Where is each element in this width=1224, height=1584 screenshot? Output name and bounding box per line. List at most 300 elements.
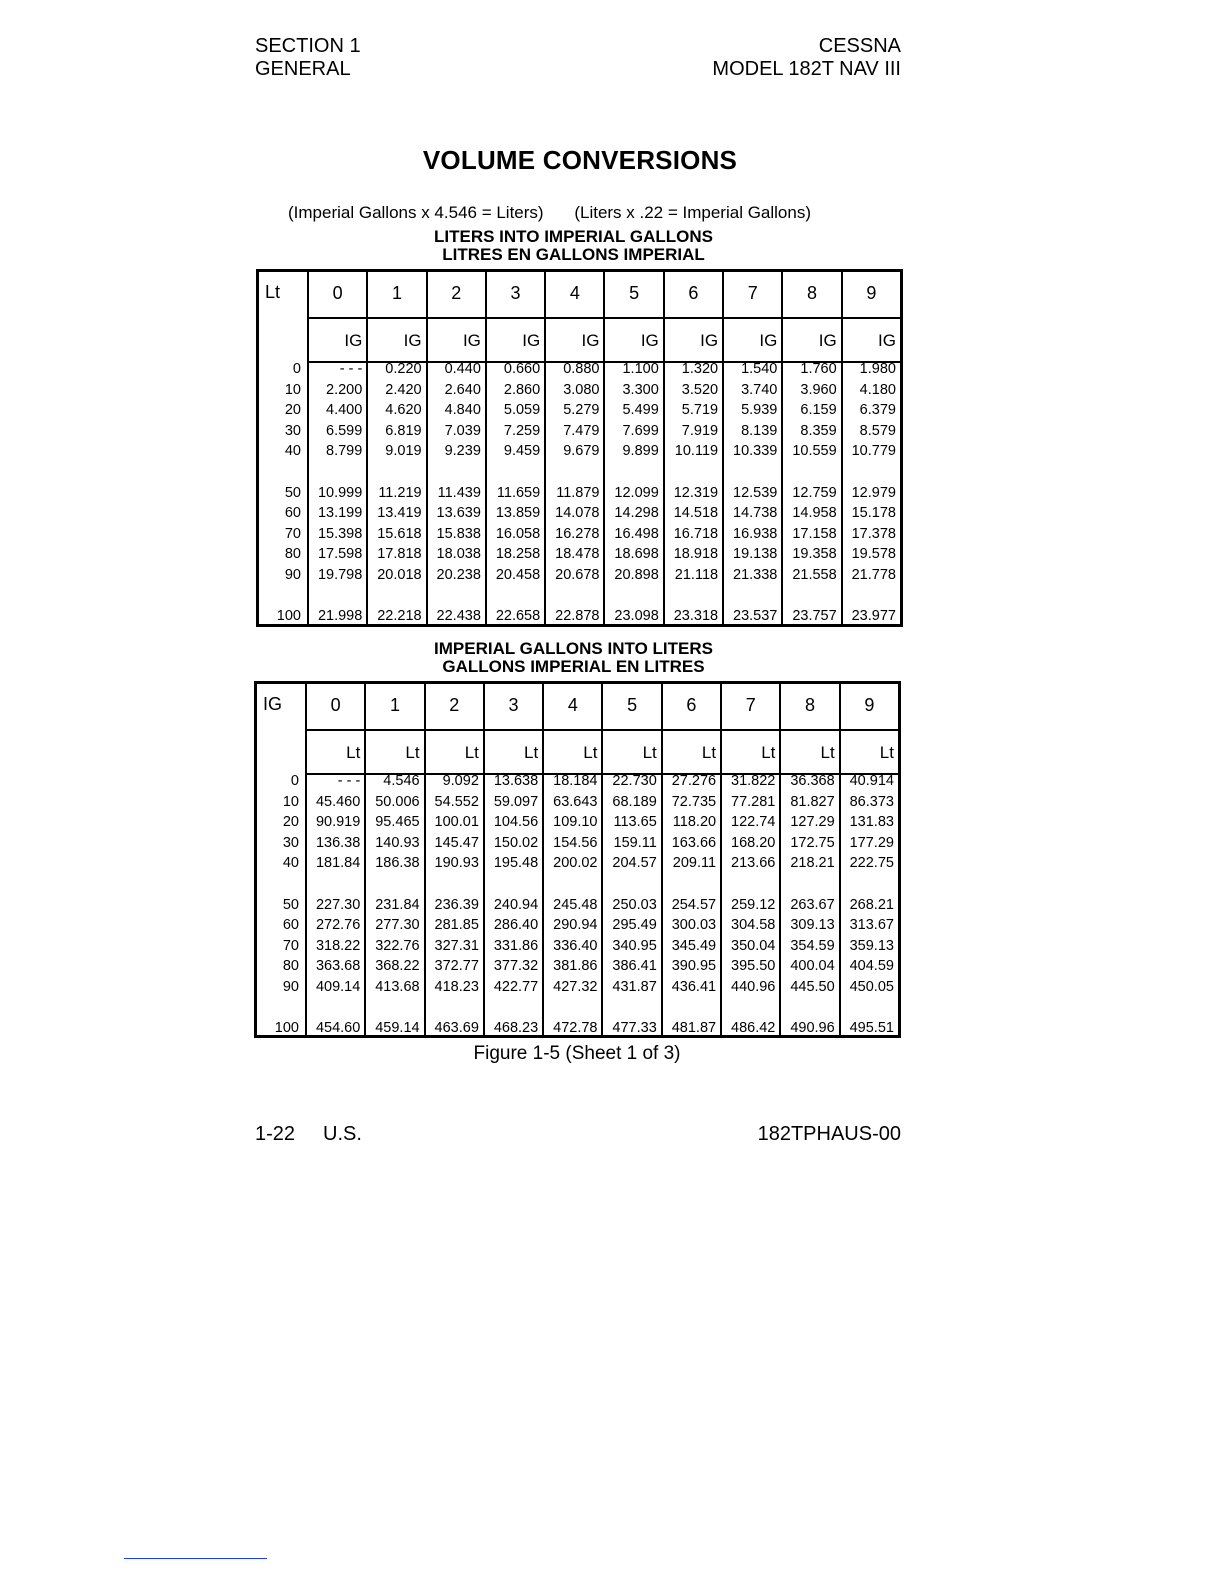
table-cell: 3.080	[563, 381, 600, 398]
row-gap	[259, 462, 307, 483]
table-cell: 14.518	[673, 505, 719, 522]
column-header: 7	[722, 272, 781, 317]
table-cell: 16.278	[555, 525, 600, 542]
table-cell: 122.74	[731, 814, 776, 831]
table-cell: 12.759	[792, 484, 837, 501]
row-unit-header: IG	[263, 694, 283, 714]
table-cell: 372.77	[434, 958, 479, 975]
table-cell: 14.958	[792, 505, 837, 522]
table-cell: 15.838	[436, 525, 481, 542]
table-cell: 3.960	[800, 381, 837, 398]
table-cell: 10.119	[674, 443, 719, 460]
table-cell: 13.639	[436, 505, 481, 522]
chapter-label: GENERAL	[255, 58, 351, 80]
row-gap	[605, 462, 662, 483]
table-cell: 23.318	[673, 608, 719, 625]
table-cell: 4.840	[444, 402, 481, 419]
table-cell: 22.878	[555, 608, 600, 625]
row-gap	[605, 586, 662, 607]
row-label: 20	[284, 402, 301, 419]
column-unit: Lt	[779, 731, 838, 773]
table-cell: 63.643	[553, 793, 598, 810]
row-gap	[428, 586, 485, 607]
table-cell: 10.559	[792, 443, 837, 460]
table-cell: 100.01	[434, 814, 479, 831]
value-column	[601, 771, 660, 1035]
table-cell: 81.827	[790, 793, 835, 810]
table-cell: 1.540	[741, 361, 778, 377]
table-cell: 18.038	[436, 546, 481, 563]
table-cell: 386.41	[612, 958, 657, 975]
figure-caption: Figure 1-5 (Sheet 1 of 3)	[473, 1043, 681, 1064]
row-label: 30	[284, 422, 301, 439]
column-unit: Lt	[424, 731, 483, 773]
table-cell: 354.59	[790, 937, 835, 954]
header-right	[712, 35, 901, 81]
table-cell: 4.400	[326, 402, 363, 419]
row-gap	[426, 998, 483, 1019]
divider-line	[124, 1558, 267, 1559]
row-gap	[368, 462, 425, 483]
table-cell: 3.520	[681, 381, 719, 398]
row-label: 30	[282, 834, 299, 851]
table-cell: 8.359	[800, 422, 837, 439]
table2-title-fr: GALLONS IMPERIAL EN LITRES	[442, 657, 705, 676]
row-gap	[366, 874, 423, 895]
table-cell: 1.100	[622, 361, 659, 377]
table-cell: 11.659	[496, 484, 541, 501]
table-cell: 195.48	[493, 855, 539, 872]
table-cell: 4.620	[385, 402, 422, 419]
table-cell: 109.10	[553, 814, 598, 831]
formula-ig-to-liters: (Imperial Gallons x 4.546 = Liters)	[288, 203, 544, 222]
table-cell: 6.159	[800, 402, 837, 419]
table-cell: 5.719	[681, 402, 719, 419]
row-unit-header: Lt	[265, 282, 281, 302]
page-number: 1-22	[255, 1123, 296, 1145]
column-header: 2	[424, 684, 483, 729]
table-cell: 68.189	[612, 793, 657, 810]
table-cell: 36.368	[790, 773, 835, 789]
table-cell: 2.420	[385, 381, 422, 398]
table-cell: 19.138	[733, 546, 778, 563]
value-column	[722, 359, 781, 624]
table-cell: 495.51	[849, 1020, 894, 1037]
table-cell: 22.438	[436, 608, 481, 625]
table-cell: 390.95	[671, 958, 717, 975]
row-gap	[722, 874, 779, 895]
table-cell: 6.379	[859, 402, 896, 419]
row-gap	[426, 874, 483, 895]
table-cell: 11.879	[556, 484, 600, 501]
formula-liters-to-ig: (Liters x .22 = Imperial Gallons)	[574, 203, 811, 222]
table-cell: 2.200	[326, 381, 363, 398]
table-cell: 331.86	[493, 937, 539, 954]
row-gap	[485, 998, 542, 1019]
table-cell: 7.259	[503, 422, 541, 439]
row-label: 0	[290, 773, 299, 789]
table-cell: 2.640	[444, 381, 481, 398]
row-gap	[663, 998, 720, 1019]
table-cell: 16.938	[733, 525, 778, 542]
table-cell: 10.339	[733, 443, 778, 460]
table-cell: 11.439	[437, 484, 481, 501]
row-gap	[722, 998, 779, 1019]
table-cell: 21.558	[792, 566, 837, 583]
table-cell: 16.058	[495, 525, 541, 542]
table-cell: 4.180	[859, 381, 896, 398]
value-column	[542, 771, 601, 1035]
column-unit: Lt	[601, 731, 660, 773]
row-gap	[783, 462, 840, 483]
table-cell: 45.460	[315, 793, 361, 810]
table-cell: 23.757	[792, 608, 837, 625]
table-cell: 16.718	[673, 525, 719, 542]
row-label: 10	[284, 381, 301, 398]
table-cell: 7.919	[681, 422, 719, 439]
row-gap	[307, 998, 364, 1019]
table-cell: 340.95	[612, 937, 657, 954]
value-column	[483, 771, 542, 1035]
table-cell: 23.098	[614, 608, 659, 625]
table-cell: 13.199	[317, 505, 363, 522]
row-gap	[544, 998, 601, 1019]
table-cell: 0.440	[444, 361, 481, 377]
table-cell: 20.238	[436, 566, 481, 583]
table-cell: 10.999	[317, 484, 363, 501]
table-cell: 18.918	[673, 546, 719, 563]
row-gap	[841, 874, 898, 895]
table-cell: 209.11	[672, 855, 717, 872]
table-cell: 345.49	[671, 937, 717, 954]
table-cell: 15.618	[377, 525, 422, 542]
table-cell: 213.66	[731, 855, 776, 872]
column-header: 0	[307, 272, 366, 317]
value-column	[364, 771, 423, 1035]
table-cell: 159.11	[613, 834, 657, 851]
column-header: 9	[841, 272, 900, 317]
row-gap	[843, 462, 900, 483]
row-label: 90	[282, 978, 299, 995]
value-column	[661, 771, 720, 1035]
table-cell: 363.68	[315, 958, 361, 975]
column-unit: IG	[722, 319, 781, 361]
row-gap	[309, 586, 366, 607]
table-cell: 23.537	[733, 608, 778, 625]
table-cell: 218.21	[790, 855, 835, 872]
table-cell: - - -	[337, 773, 361, 789]
table-cell: 17.158	[792, 525, 837, 542]
table-cell: 6.819	[385, 422, 422, 439]
table-cell: 0.660	[503, 361, 541, 377]
table-cell: 15.178	[851, 505, 896, 522]
table-cell: 204.57	[612, 855, 657, 872]
table-cell: 254.57	[671, 896, 717, 913]
table-cell: 18.258	[495, 546, 541, 563]
table-cell: 431.87	[612, 978, 657, 995]
table-cell: 395.50	[731, 958, 776, 975]
value-column	[485, 359, 544, 624]
row-label: 50	[284, 484, 301, 501]
table-cell: 18.698	[614, 546, 659, 563]
table-cell: 5.059	[503, 402, 541, 419]
table-cell: 327.31	[434, 937, 479, 954]
table-cell: 304.58	[731, 917, 776, 934]
table-cell: 245.48	[553, 896, 598, 913]
row-gap	[783, 586, 840, 607]
table-cell: 8.139	[741, 422, 778, 439]
table-cell: 11.219	[378, 484, 422, 501]
row-gap	[781, 998, 838, 1019]
manufacturer-label: CESSNA	[818, 35, 901, 57]
row-gap	[665, 462, 722, 483]
header-row	[259, 272, 900, 317]
row-gap	[841, 998, 898, 1019]
column-header: 6	[661, 684, 720, 729]
table-body	[257, 771, 898, 1035]
table-cell: 231.84	[375, 896, 420, 913]
row-label-column	[257, 771, 305, 1035]
page-title: VOLUME CONVERSIONS	[422, 145, 738, 175]
table-cell: 181.84	[315, 855, 361, 872]
column-unit: IG	[544, 319, 603, 361]
column-unit: Lt	[346, 743, 361, 762]
table-cell: 281.85	[434, 917, 479, 934]
table-cell: 259.12	[731, 896, 776, 913]
table-cell: 350.04	[731, 937, 776, 954]
row-label: 80	[282, 958, 299, 975]
table-cell: 468.23	[493, 1020, 539, 1037]
table-cell: 40.914	[849, 773, 894, 789]
table-cell: 3.740	[741, 381, 778, 398]
table-cell: 272.76	[315, 917, 361, 934]
table2-title-en: IMPERIAL GALLONS INTO LITERS	[434, 639, 713, 658]
table-cell: 19.578	[851, 546, 896, 563]
table1-title-en: LITERS INTO IMPERIAL GALLONS	[434, 227, 713, 246]
table-cell: 14.298	[614, 505, 659, 522]
table-cell: 250.03	[612, 896, 657, 913]
table-cell: 404.59	[849, 958, 894, 975]
column-header: 3	[483, 684, 542, 729]
table-cell: 14.738	[733, 505, 778, 522]
table-cell: 150.02	[493, 834, 539, 851]
edition-label: U.S.	[323, 1123, 362, 1145]
table-cell: 17.598	[317, 546, 363, 563]
table-cell: 490.96	[790, 1020, 835, 1037]
row-label: 20	[282, 814, 299, 831]
column-unit: IG	[841, 319, 900, 361]
table-cell: 168.20	[731, 834, 776, 851]
table-cell: 12.319	[673, 484, 719, 501]
column-header: 4	[544, 272, 603, 317]
table-cell: 9.679	[563, 443, 600, 460]
table-cell: 50.006	[375, 793, 420, 810]
table-cell: 368.22	[375, 958, 420, 975]
table-cell: 20.018	[377, 566, 422, 583]
liters-to-ig-table	[256, 269, 903, 627]
table-cell: 27.276	[671, 773, 717, 789]
table-cell: 54.552	[434, 793, 479, 810]
row-gap	[366, 998, 423, 1019]
column-unit: IG	[781, 319, 840, 361]
header-left	[255, 35, 361, 81]
table-cell: 20.458	[495, 566, 541, 583]
table-cell: 222.75	[849, 855, 894, 872]
table-cell: 313.67	[849, 917, 894, 934]
table-cell: 18.184	[553, 773, 598, 789]
row-gap	[257, 998, 305, 1019]
row-gap	[259, 586, 307, 607]
table-cell: 21.338	[733, 566, 778, 583]
ig-to-liters-table	[254, 681, 901, 1038]
table-cell: 19.798	[317, 566, 363, 583]
table-cell: 9.459	[503, 443, 541, 460]
table-cell: 450.05	[849, 978, 894, 995]
table-cell: 481.87	[671, 1020, 717, 1037]
row-gap	[843, 586, 900, 607]
row-gap	[307, 874, 364, 895]
value-column	[307, 359, 366, 624]
row-gap	[724, 462, 781, 483]
value-column	[603, 359, 662, 624]
table-cell: 409.14	[315, 978, 361, 995]
table-cell: 22.218	[377, 608, 422, 625]
table-cell: 336.40	[553, 937, 598, 954]
table-cell: 9.239	[444, 443, 481, 460]
table-cell: 77.281	[731, 793, 776, 810]
unit-row	[307, 317, 900, 363]
table-cell: 263.67	[790, 896, 835, 913]
column-header: 1	[364, 684, 423, 729]
table-cell: 163.66	[671, 834, 717, 851]
table-cell: 22.730	[612, 773, 657, 789]
row-label: 100	[276, 608, 301, 625]
table-cell: 359.13	[849, 937, 894, 954]
column-unit: Lt	[720, 731, 779, 773]
table-cell: 190.93	[434, 855, 479, 872]
value-column	[841, 359, 900, 624]
table-cell: 286.40	[493, 917, 539, 934]
row-label: 100	[274, 1020, 299, 1037]
table-cell: 127.29	[790, 814, 835, 831]
table-cell: 459.14	[375, 1020, 420, 1037]
value-column	[839, 771, 898, 1035]
table-cell: 4.546	[383, 773, 420, 789]
table-cell: 227.30	[315, 896, 361, 913]
column-header: 4	[542, 684, 601, 729]
table-cell: 19.358	[792, 546, 837, 563]
table-cell: 0.880	[563, 361, 600, 377]
table-cell: 104.56	[493, 814, 539, 831]
row-gap	[487, 462, 544, 483]
table-cell: 90.919	[315, 814, 361, 831]
column-header: 5	[601, 684, 660, 729]
table-cell: 10.779	[851, 443, 896, 460]
row-gap	[603, 998, 660, 1019]
table-cell: 200.02	[553, 855, 598, 872]
table-cell: 21.778	[851, 566, 896, 583]
table-cell: 17.378	[851, 525, 896, 542]
row-gap	[544, 874, 601, 895]
table-cell: 154.56	[553, 834, 598, 851]
row-label: 40	[282, 855, 299, 872]
table-cell: 445.50	[790, 978, 835, 995]
section-label: SECTION 1	[255, 35, 361, 57]
row-gap	[546, 586, 603, 607]
column-header: 9	[839, 684, 898, 729]
table-cell: 440.96	[731, 978, 776, 995]
column-header: 7	[720, 684, 779, 729]
column-unit: IG	[344, 331, 363, 350]
column-unit: IG	[485, 319, 544, 361]
column-unit: IG	[426, 319, 485, 361]
table-cell: 72.735	[671, 793, 717, 810]
table-cell: 240.94	[493, 896, 539, 913]
column-header: 8	[781, 272, 840, 317]
column-unit: Lt	[483, 731, 542, 773]
value-column	[781, 359, 840, 624]
table-cell: 3.300	[622, 381, 659, 398]
table-cell: 16.498	[614, 525, 659, 542]
column-header: 8	[779, 684, 838, 729]
row-label: 70	[284, 525, 301, 542]
table-cell: 1.760	[800, 361, 837, 377]
column-unit: IG	[663, 319, 722, 361]
table-cell: 1.320	[681, 361, 719, 377]
table2-heading	[0, 640, 1147, 676]
row-label-column	[259, 359, 307, 624]
table-cell: 418.23	[434, 978, 479, 995]
column-header: 1	[366, 272, 425, 317]
row-gap	[781, 874, 838, 895]
row-gap	[546, 462, 603, 483]
table-cell: 13.638	[493, 773, 539, 789]
table-cell: 1.980	[859, 361, 896, 377]
table-cell: 413.68	[375, 978, 420, 995]
table-cell: 9.092	[442, 773, 479, 789]
row-gap	[428, 462, 485, 483]
row-gap	[603, 874, 660, 895]
column-unit: Lt	[661, 731, 720, 773]
table-cell: 7.479	[563, 422, 600, 439]
table-cell: 9.899	[622, 443, 659, 460]
value-column	[720, 771, 779, 1035]
table-cell: 322.76	[375, 937, 420, 954]
row-label: 80	[284, 546, 301, 563]
table-cell: 86.373	[849, 793, 894, 810]
row-label: 0	[292, 361, 301, 377]
table-cell: 145.47	[434, 834, 479, 851]
table-cell: 463.69	[434, 1020, 479, 1037]
table-cell: 454.60	[315, 1020, 361, 1037]
table-cell: 14.078	[555, 505, 600, 522]
row-gap	[663, 874, 720, 895]
table-cell: 59.097	[493, 793, 539, 810]
column-unit: Lt	[839, 731, 898, 773]
column-unit: IG	[366, 319, 425, 361]
column-header: 6	[663, 272, 722, 317]
table-cell: 113.65	[613, 814, 657, 831]
column-header: 5	[603, 272, 662, 317]
table-cell: 131.83	[849, 814, 894, 831]
row-label: 60	[284, 505, 301, 522]
value-column	[544, 359, 603, 624]
table-cell: 436.41	[671, 978, 717, 995]
unit-row	[305, 729, 898, 775]
value-column	[424, 771, 483, 1035]
table-cell: 31.822	[731, 773, 776, 789]
table-cell: 2.860	[503, 381, 541, 398]
